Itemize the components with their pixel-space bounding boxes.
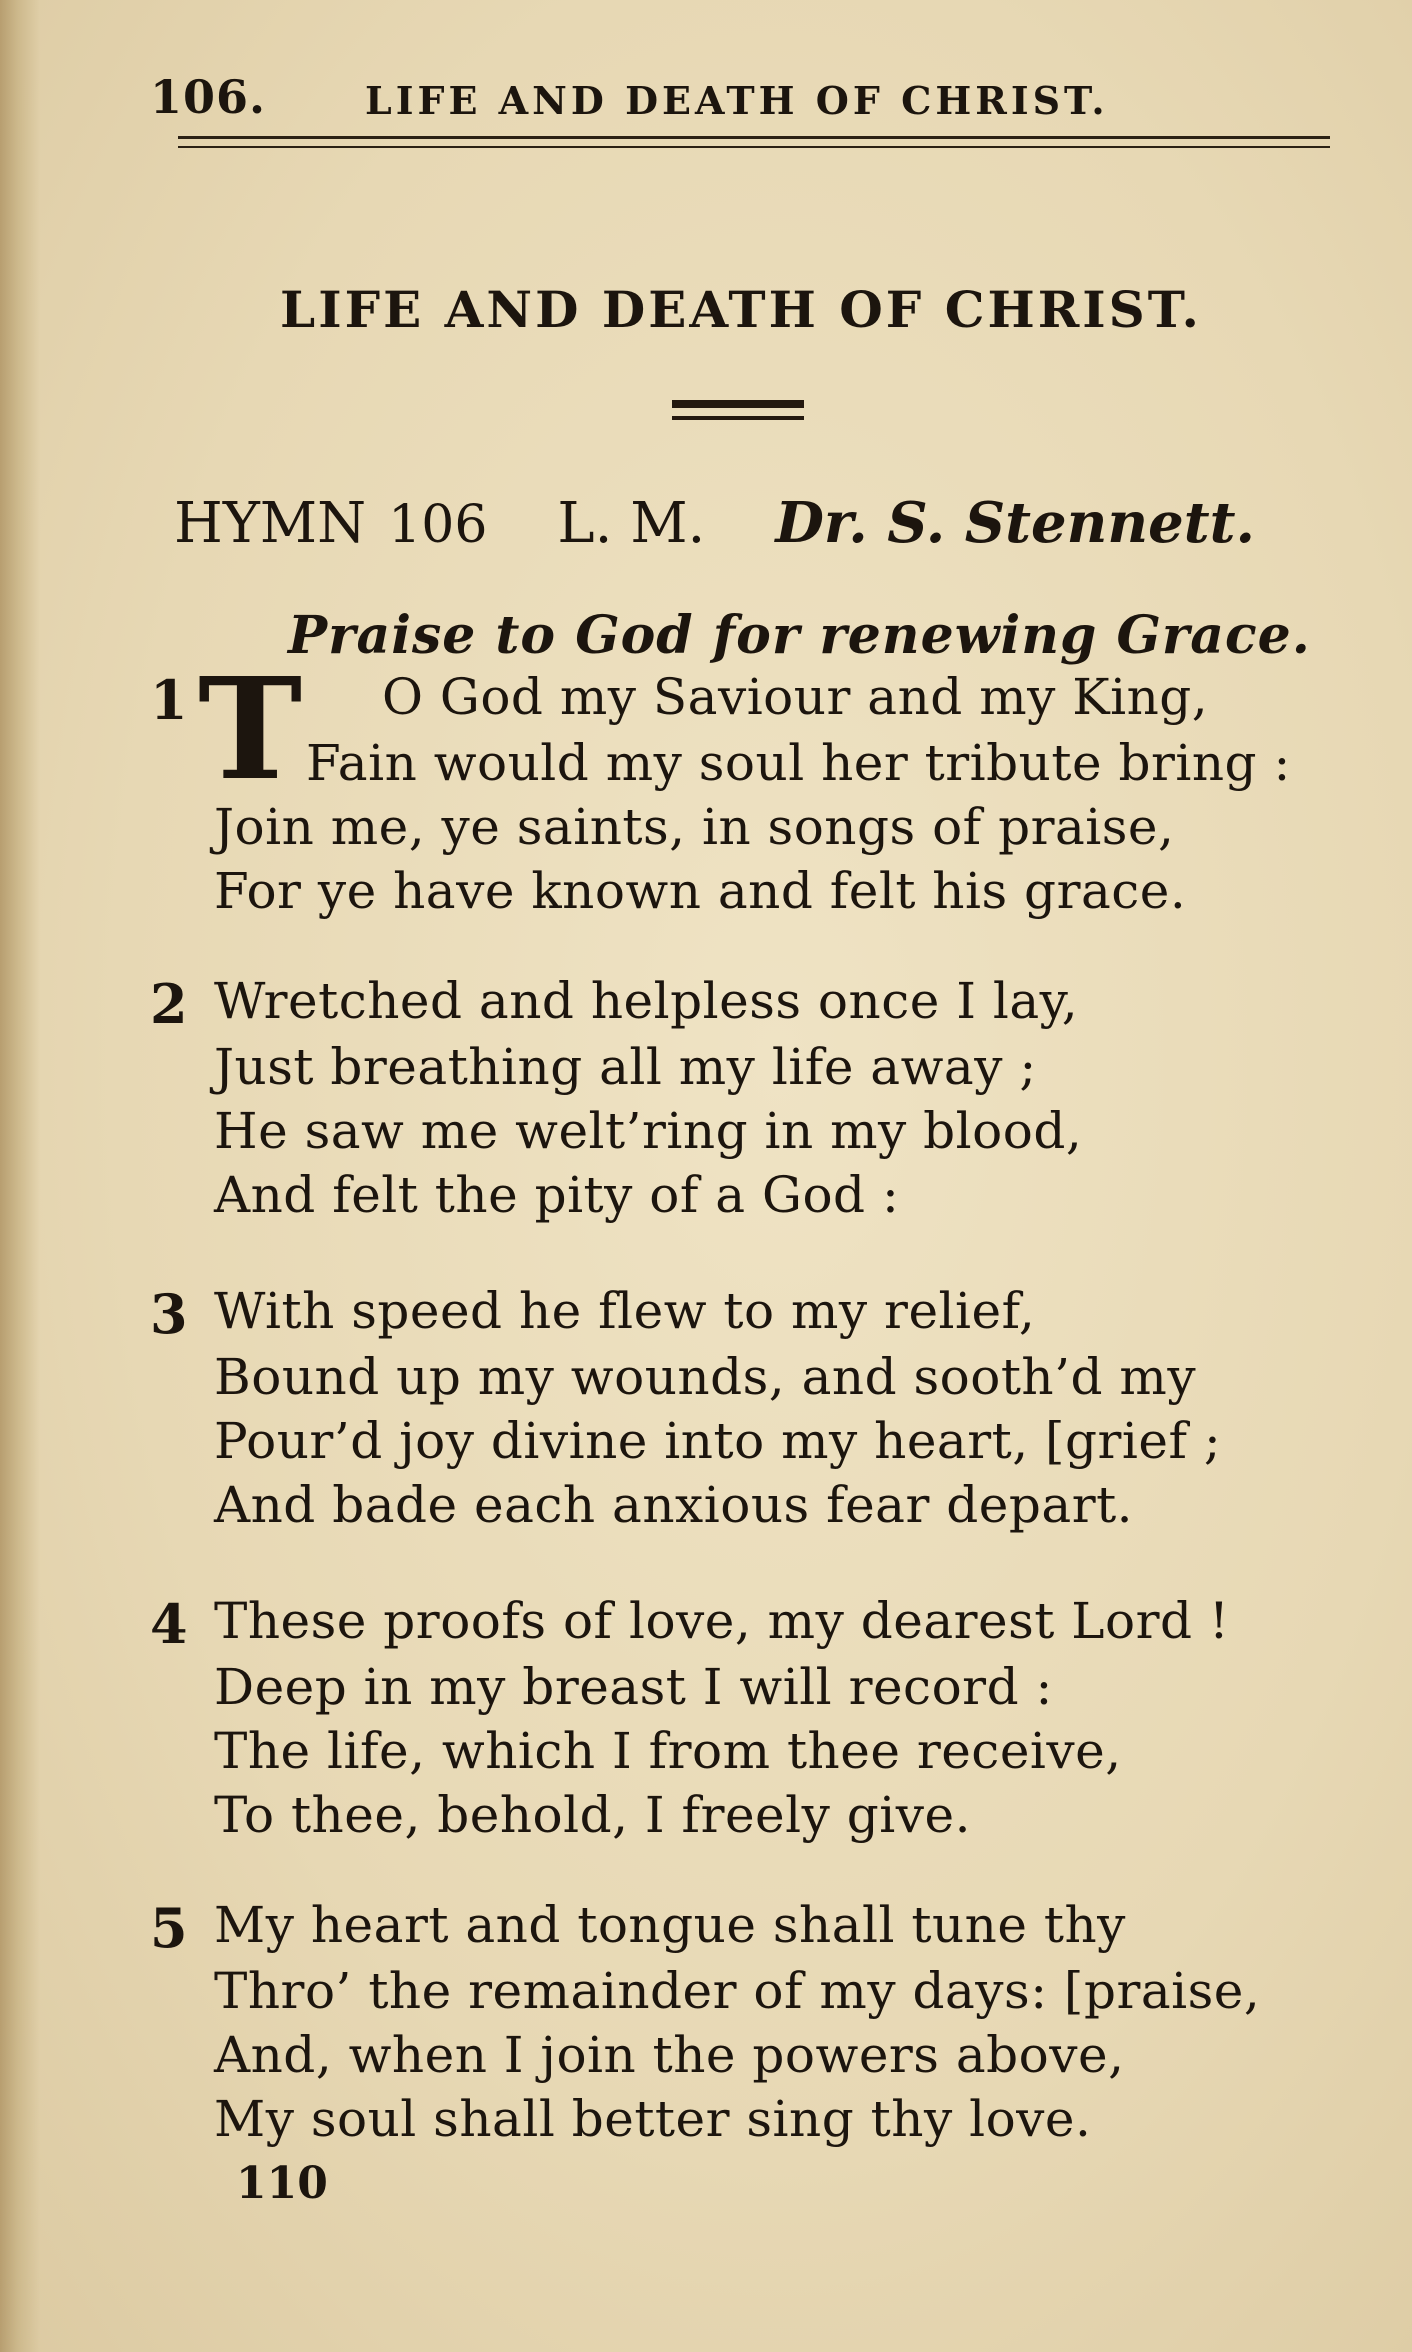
header-rule-top <box>178 136 1330 139</box>
verse-line: With speed he flew to my relief, <box>214 1282 1036 1340</box>
verse-line: The life, which I from thee receive, <box>214 1722 1122 1780</box>
page-number: 106. <box>150 70 267 124</box>
verse-line: Pour’d joy divine into my heart, [grief ; <box>214 1412 1222 1470</box>
section-title: LIFE AND DEATH OF CHRIST. <box>280 280 1202 339</box>
hymn-subtitle: Praise to God for renewing Grace. <box>288 605 1311 666</box>
verse-line: Deep in my breast I will record : <box>214 1658 1053 1716</box>
verse-number: 4 <box>150 1592 188 1656</box>
title-ornament-rule <box>672 416 804 420</box>
verse-line: Thro’ the remainder of my days: [praise, <box>214 1962 1261 2020</box>
verse-line: To thee, behold, I freely give. <box>214 1786 972 1844</box>
printer-signature: 110 <box>236 2158 328 2209</box>
verse-line: Bound up my wounds, and sooth’d my <box>214 1348 1197 1406</box>
verse-line: For ye have known and felt his grace. <box>214 862 1187 920</box>
verse-line: He saw me welt’ring in my blood, <box>214 1102 1083 1160</box>
verse-line: And, when I join the powers above, <box>214 2026 1125 2084</box>
verse-line: And felt the pity of a God : <box>214 1166 900 1224</box>
verse-line: My heart and tongue shall tune thy <box>214 1896 1126 1954</box>
page-binding-edge <box>0 0 40 2352</box>
verse-number: 5 <box>150 1896 188 1960</box>
hymn-number: 106 <box>388 495 488 555</box>
drop-cap: T <box>198 648 303 812</box>
verse-number: 2 <box>150 972 188 1036</box>
verse-number: 3 <box>150 1282 188 1346</box>
verse-number: 1 <box>150 668 188 732</box>
verse-line: And bade each anxious fear depart. <box>214 1476 1134 1534</box>
hymn-meter: L. M. <box>557 491 706 556</box>
hymn-label: HYMN <box>174 491 367 556</box>
hymn-heading <box>174 490 1255 556</box>
verse-line: My soul shall better sing thy love. <box>214 2090 1092 2148</box>
running-title: LIFE AND DEATH OF CHRIST. <box>365 78 1109 123</box>
hymn-author: Dr. S. Stennett. <box>775 490 1255 556</box>
title-ornament-rule <box>672 400 804 408</box>
verse-line: Wretched and helpless once I lay, <box>214 972 1079 1030</box>
verse-line: O God my Saviour and my King, <box>382 668 1209 726</box>
verse-line: Just breathing all my life away ; <box>214 1038 1037 1096</box>
verse-line: These proofs of love, my dearest Lord ! <box>214 1592 1230 1650</box>
running-head <box>150 70 1350 130</box>
verse-line: Fain would my soul her tribute bring : <box>306 734 1291 792</box>
header-rule-bottom <box>178 146 1330 148</box>
verse-line: Join me, ye saints, in songs of praise, <box>214 798 1175 856</box>
